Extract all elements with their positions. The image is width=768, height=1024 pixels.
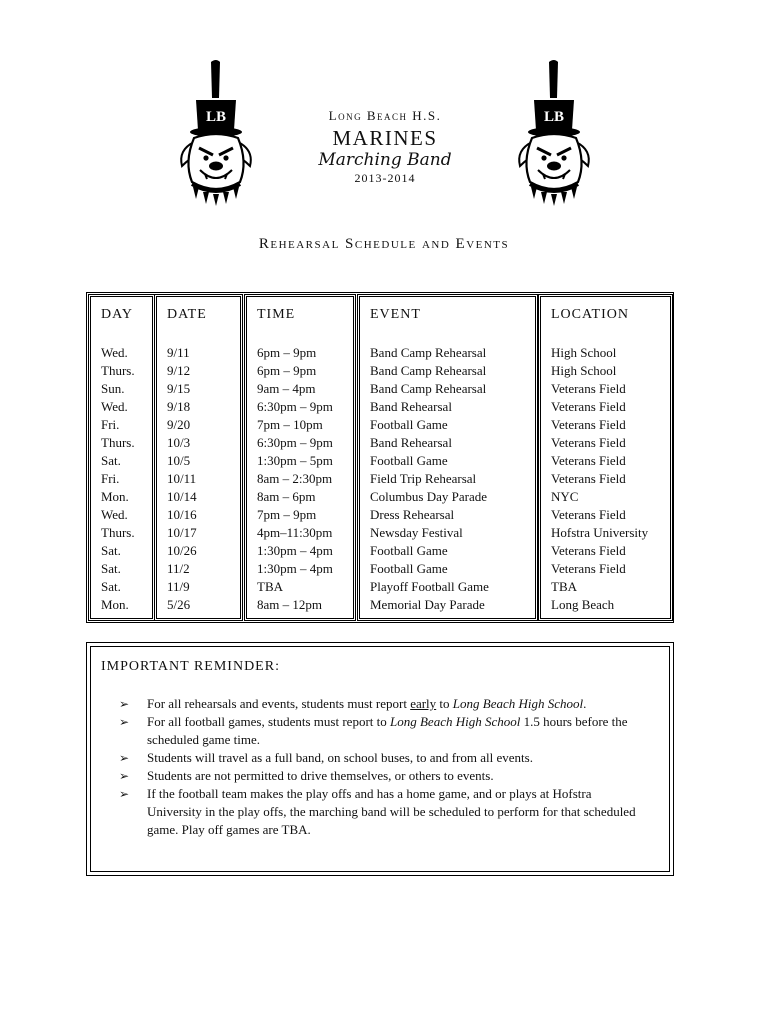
- cell-time: 6:30pm – 9pm: [257, 399, 333, 414]
- school-name: Long Beach H.S.: [328, 108, 442, 123]
- cell-day: Fri.: [101, 417, 120, 432]
- cell-date: 9/15: [167, 381, 191, 396]
- cell-date: 5/26: [167, 597, 191, 612]
- cell-date: 10/14: [167, 489, 197, 504]
- cell-date: 10/17: [167, 525, 197, 540]
- cell-event: Band Camp Rehearsal: [370, 363, 487, 378]
- arrow-bullet-icon: ➢: [119, 697, 130, 711]
- cell-event: Columbus Day Parade: [370, 489, 487, 504]
- cell-date: 11/9: [167, 579, 190, 594]
- cell-time: 8am – 12pm: [257, 597, 322, 612]
- svg-text:LB: LB: [205, 109, 227, 125]
- reminder-text: to: [436, 696, 453, 711]
- cell-location: Hofstra University: [551, 525, 649, 540]
- reminder-item: [119, 785, 645, 839]
- cell-time: 6pm – 9pm: [257, 363, 317, 378]
- cell-event: Memorial Day Parade: [370, 597, 485, 612]
- cell-day: Sat.: [101, 579, 121, 594]
- cell-location: TBA: [551, 579, 577, 594]
- cell-location: Veterans Field: [551, 381, 626, 396]
- team-name: MARINES: [332, 126, 438, 150]
- reminder-text: For all rehearsals and events, students must report: [147, 696, 411, 711]
- column-location: [540, 296, 671, 619]
- cell-day: Sun.: [101, 381, 125, 396]
- cell-event: Football Game: [370, 453, 448, 468]
- cell-day: Sat.: [101, 543, 121, 558]
- reminder-text: Students will travel as a full band, on school buses, to and from all events.: [147, 750, 533, 765]
- cell-day: Sat.: [101, 561, 121, 576]
- arrow-bullet-icon: ➢: [119, 751, 130, 765]
- cell-time: 8am – 2:30pm: [257, 471, 333, 486]
- cell-time: 4pm–11:30pm: [257, 525, 333, 540]
- reminder-text: 1.5 hours before the scheduled game time.: [147, 714, 628, 747]
- band-name: Marching Band: [318, 150, 452, 170]
- cell-event: Band Camp Rehearsal: [370, 381, 487, 396]
- cell-location: Veterans Field: [551, 561, 626, 576]
- arrow-bullet-icon: ➢: [119, 787, 130, 801]
- cell-day: Wed.: [101, 399, 128, 414]
- reminder-text: Long Beach High School: [452, 696, 584, 711]
- cell-date: 10/16: [167, 507, 197, 522]
- cell-location: High School: [551, 363, 617, 378]
- cell-day: Fri.: [101, 471, 120, 486]
- important-reminder-box: [86, 642, 674, 876]
- cell-time: 6:30pm – 9pm: [257, 435, 333, 450]
- column-header-event: EVENT: [370, 307, 421, 322]
- cell-time: 8am – 6pm: [257, 489, 316, 504]
- cell-day: Thurs.: [101, 435, 135, 450]
- cell-location: Veterans Field: [551, 507, 626, 522]
- arrow-bullet-icon: ➢: [119, 715, 130, 729]
- cell-date: 10/26: [167, 543, 197, 558]
- cell-event: Football Game: [370, 543, 448, 558]
- bulldog-drum-major-icon: [512, 58, 596, 210]
- cell-time: 6pm – 9pm: [257, 345, 317, 360]
- reminder-title: IMPORTANT REMINDER:: [101, 659, 280, 674]
- cell-day: Wed.: [101, 345, 128, 360]
- cell-event: Dress Rehearsal: [370, 507, 455, 522]
- cell-date: 10/11: [167, 471, 197, 486]
- reminder-text: Long Beach High School: [390, 714, 521, 729]
- column-event: [359, 296, 536, 619]
- cell-time: 1:30pm – 5pm: [257, 453, 333, 468]
- cell-time: 7pm – 9pm: [257, 507, 317, 522]
- column-header-date: DATE: [167, 307, 207, 322]
- schedule-table: [86, 292, 674, 623]
- reminder-item: [119, 767, 645, 785]
- cell-event: Band Camp Rehearsal: [370, 345, 487, 360]
- column-header-day: DAY: [101, 307, 134, 322]
- cell-time: 1:30pm – 4pm: [257, 561, 333, 576]
- document-title: Rehearsal Schedule and Events: [258, 236, 510, 252]
- column-header-time: TIME: [257, 307, 296, 322]
- cell-time: TBA: [257, 579, 283, 594]
- cell-location: Veterans Field: [551, 471, 626, 486]
- cell-day: Wed.: [101, 507, 128, 522]
- cell-event: Newsday Festival: [370, 525, 463, 540]
- cell-event: Football Game: [370, 417, 448, 432]
- cell-date: 9/18: [167, 399, 191, 414]
- cell-event: Band Rehearsal: [370, 435, 452, 450]
- column-day: [90, 296, 153, 619]
- bulldog-drum-major-icon: [174, 58, 258, 210]
- season-year: 2013-2014: [354, 171, 416, 185]
- cell-event: Band Rehearsal: [370, 399, 452, 414]
- cell-location: Veterans Field: [551, 399, 626, 414]
- reminder-item: [119, 695, 645, 713]
- cell-date: 9/11: [167, 345, 190, 360]
- cell-location: NYC: [551, 489, 579, 504]
- arrow-bullet-icon: ➢: [119, 769, 130, 783]
- reminder-text: Students are not permitted to drive themselves, or others to events.: [147, 768, 494, 783]
- cell-event: Football Game: [370, 561, 448, 576]
- cell-location: Veterans Field: [551, 453, 626, 468]
- reminder-text: For all football games, students must report to: [147, 714, 390, 729]
- cell-location: Veterans Field: [551, 543, 626, 558]
- cell-day: Sat.: [101, 453, 121, 468]
- cell-time: 1:30pm – 4pm: [257, 543, 333, 558]
- cell-time: 7pm – 10pm: [257, 417, 323, 432]
- svg-text:LB: LB: [543, 109, 565, 125]
- cell-day: Mon.: [101, 597, 129, 612]
- cell-location: Veterans Field: [551, 435, 626, 450]
- cell-event: Playoff Football Game: [370, 579, 489, 594]
- reminder-item: [119, 713, 645, 749]
- cell-location: Veterans Field: [551, 417, 626, 432]
- cell-date: 11/2: [167, 561, 190, 576]
- reminder-text: If the football team makes the play offs and has a home game, and or plays at Hofstra University in the play offs, the marching band will be scheduled to perform for that scheduled game. Play off games are TBA.: [147, 786, 636, 837]
- cell-date: 10/3: [167, 435, 191, 450]
- reminder-list: [119, 695, 645, 839]
- cell-event: Field Trip Rehearsal: [370, 471, 477, 486]
- cell-day: Thurs.: [101, 525, 135, 540]
- cell-location: Long Beach: [551, 597, 615, 612]
- cell-day: Mon.: [101, 489, 129, 504]
- column-header-location: LOCATION: [551, 307, 629, 322]
- page-header: [290, 108, 480, 186]
- reminder-text: early: [410, 696, 437, 711]
- cell-day: Thurs.: [101, 363, 135, 378]
- column-date: [156, 296, 241, 619]
- column-time: [246, 296, 354, 619]
- cell-date: 10/5: [167, 453, 191, 468]
- cell-location: High School: [551, 345, 617, 360]
- cell-time: 9am – 4pm: [257, 381, 316, 396]
- reminder-item: [119, 749, 645, 767]
- cell-date: 9/12: [167, 363, 191, 378]
- cell-date: 9/20: [167, 417, 191, 432]
- reminder-text: .: [583, 696, 587, 711]
